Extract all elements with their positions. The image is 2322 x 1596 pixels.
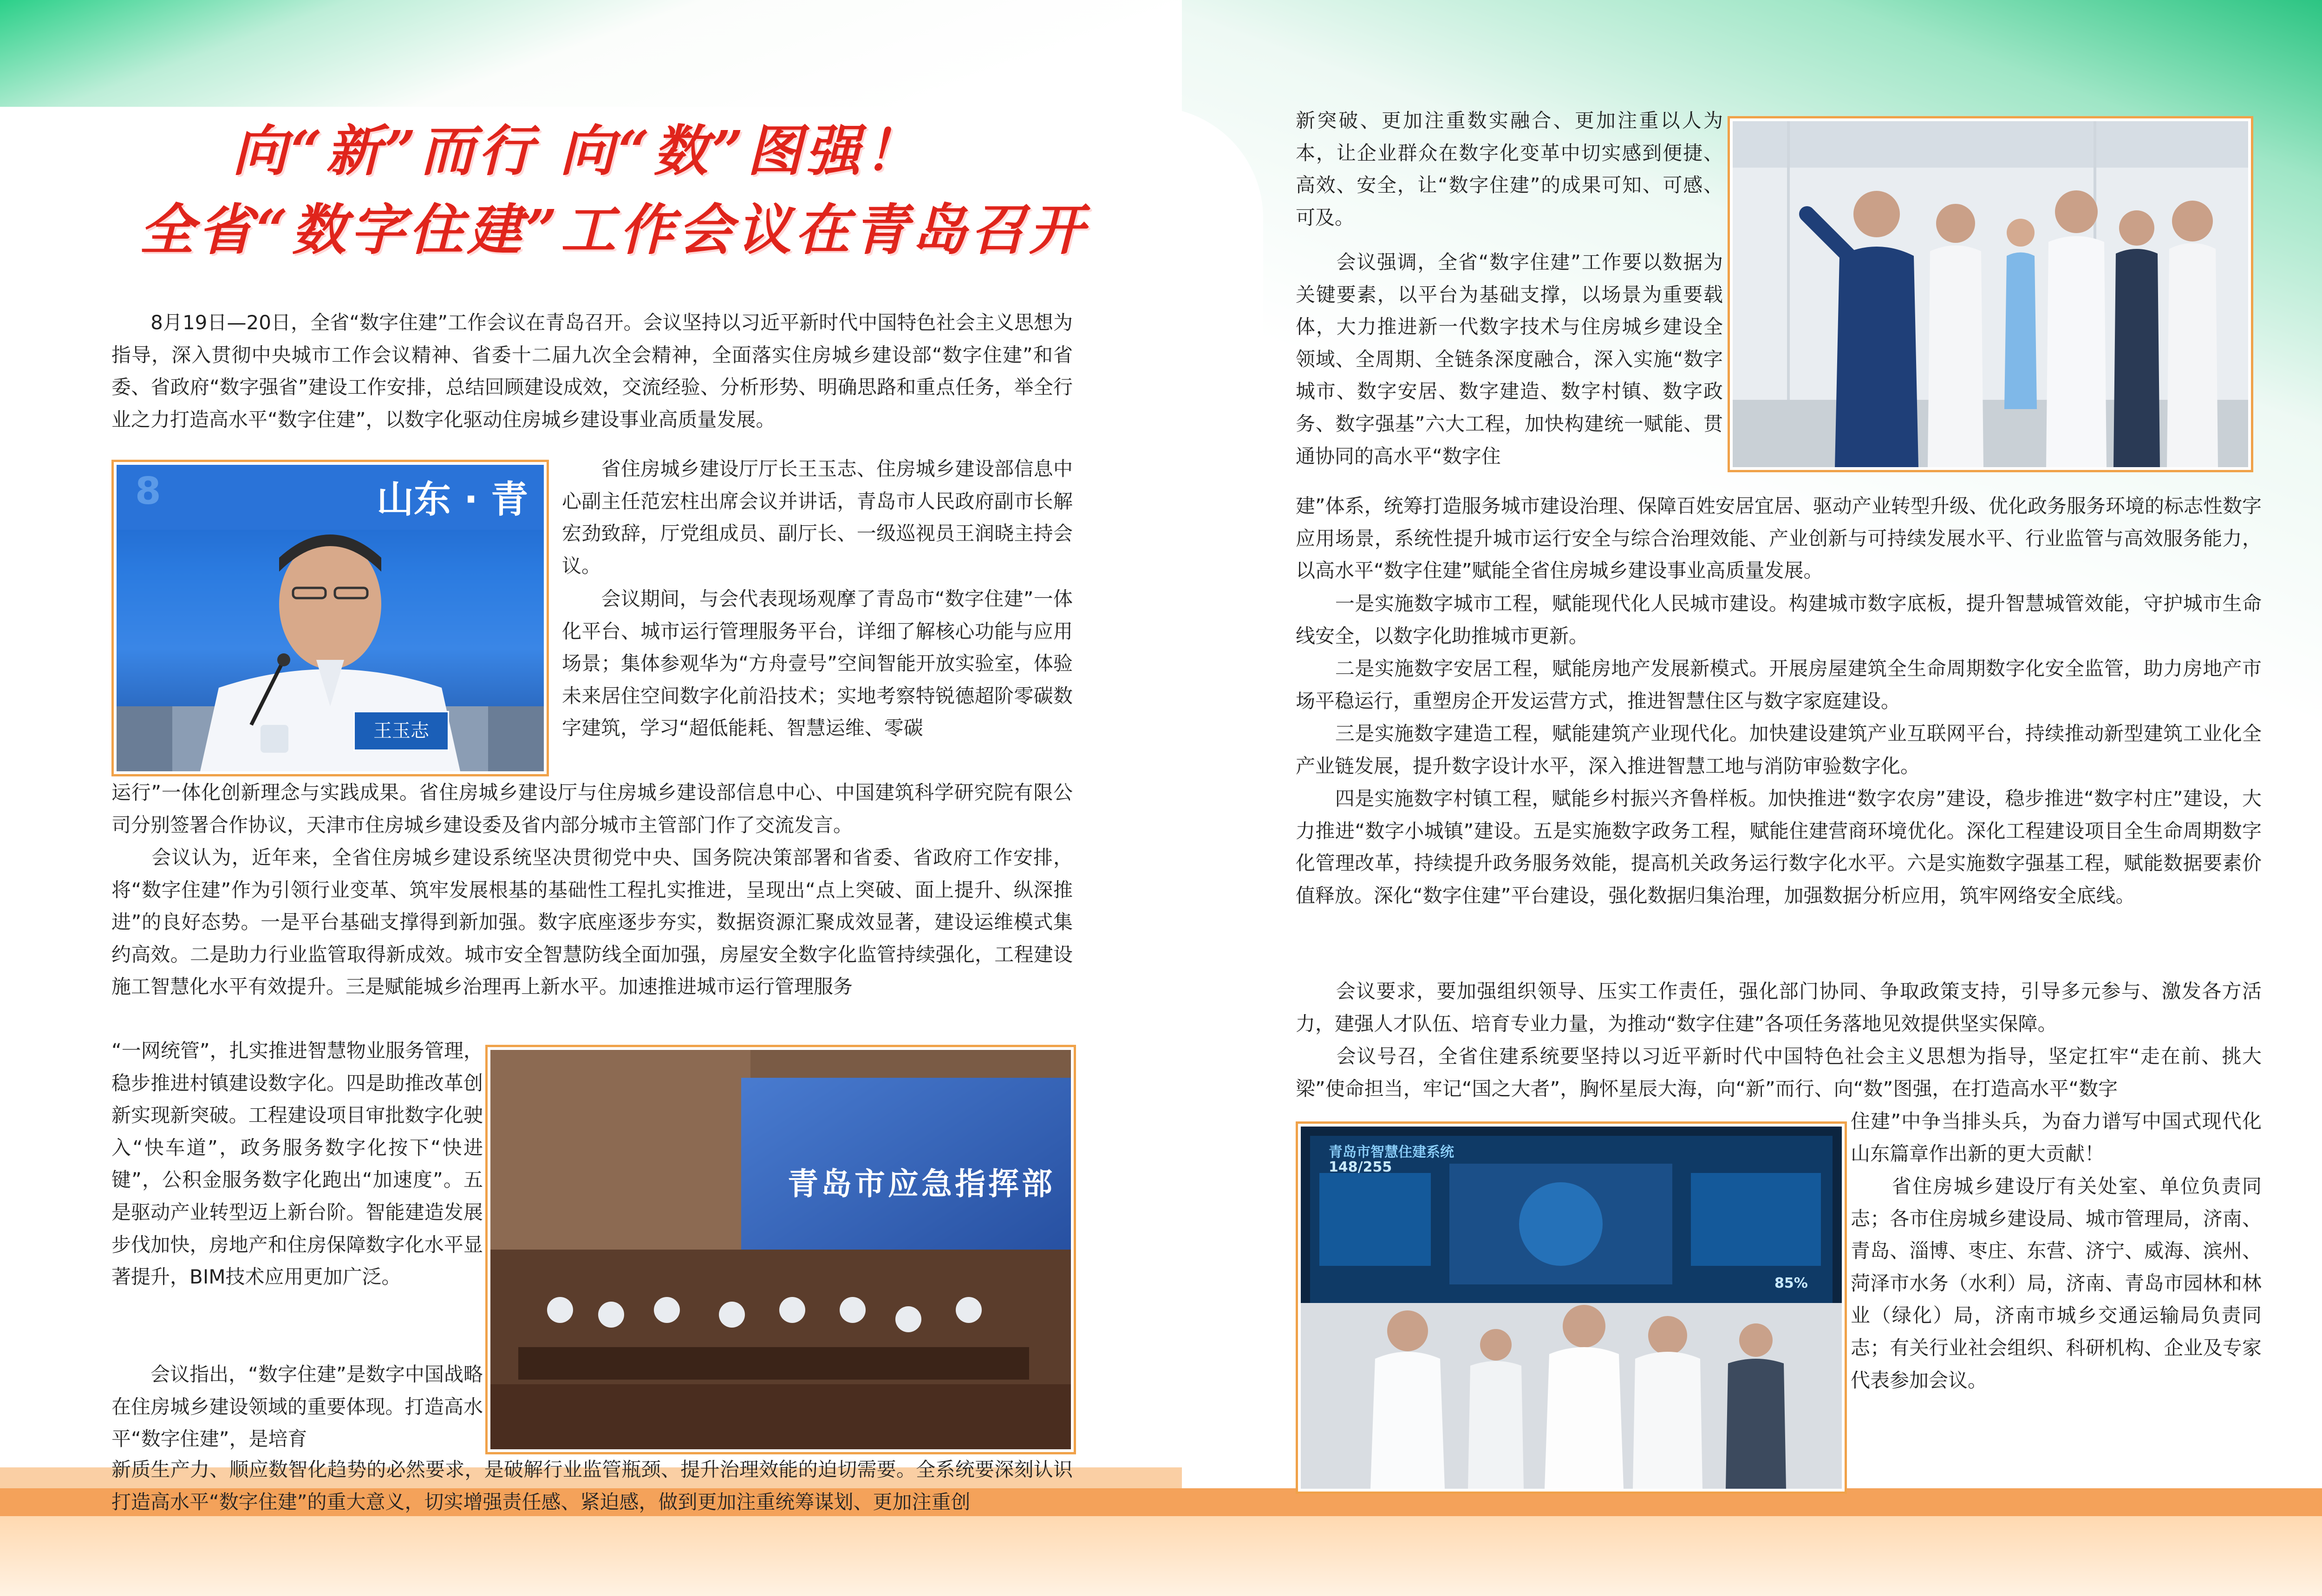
screen-stat-2: 85% bbox=[1774, 1275, 1808, 1291]
right-paragraph-2a: 会议强调，全省“数字住建”工作要以数据为关键要素，以平台为基础支撑，以场景为重要载体，大力推进新一代数字技术与住房城乡建设全领域、全周期、全链条深度融合，深入实施“数字城市、数字安居、数字建造、数字村镇、数字政务、数字强基”六大工程，加快构建统一赋能、贯通协同的高水平“数字住 bbox=[1296, 251, 1723, 468]
wall-sign: 青岛市应急指挥部 bbox=[788, 1166, 1055, 1202]
left-paragraph-4b: “一网统管”，扎实推进智慧物业服务管理，稳步推进村镇建设数字化。四是助推改革创新实现新突破。工程建设项目审批数字化驶入“快车道”，政务服务数字化按下“快进键”，公积金服务数字化跑出“加速度”。五是驱动产业转型迈上新台阶。智能建造发展步伐加快，房地产和住房保障数字化水平显著提升，BIM技术应用更加广泛。 bbox=[111, 1039, 483, 1289]
backdrop-number: 8 bbox=[135, 469, 161, 513]
backdrop-text: 山东 · 青 bbox=[377, 478, 528, 521]
right-paragraph-8a: 会议号召，全省住建系统要坚持以习近平新时代中国特色社会主义思想为指导，坚定扛牢“走在前、挑大梁”使命担当，牢记“国之大者”，胸怀星辰大海，向“新”而行、向“数”图强，在打造高水平“数字 bbox=[1296, 1045, 2262, 1100]
right-paragraph-4: 二是实施数字安居工程，赋能房地产发展新模式。开展房屋建筑全生命周期数字化安全监管，助力房地产市场平稳运行，重塑房企开发运营方式，推进智慧住区与数字家庭建设。 bbox=[1296, 657, 2262, 712]
footer-band-gradient bbox=[0, 1516, 2322, 1596]
meeting-photo bbox=[488, 1047, 1074, 1452]
screen-title: 青岛市智慧住建系统 bbox=[1329, 1144, 1454, 1160]
left-paragraph-3b: 运行”一体化创新理念与实践成果。省住房城乡建设厅与住房城乡建设部信息中心、中国建筑科学研究院有限公司分别签署合作协议，天津市住房城乡建设委及省内部分城市主管部门作了交流发言。 bbox=[111, 781, 1073, 836]
right-paragraph-9: 省住房城乡建设厅有关处室、单位负责同志；各市住房城乡建设局、城市管理局，济南、青岛、淄博、枣庄、东营、济宁、威海、滨州、菏泽市水务（水利）局，济南、青岛市园林和林业（绿化）局，济南市城乡交通运输局负责同志；有关行业社会组织、科研机构、企业及专家代表参加会议。 bbox=[1851, 1175, 2262, 1392]
meeting-illustration bbox=[490, 1050, 1071, 1449]
right-paragraph-3: 一是实施数字城市工程，赋能现代化人民城市建设。构建城市数字底板，提升智慧城管效能，守护城市生命线安全，以数字化助推城市更新。 bbox=[1296, 592, 2262, 647]
right-paragraph-2b: 建”体系，统筹打造服务城市建设治理、保障百姓安居宜居、驱动产业转型升级、优化政务服务环境的标志性数字应用场景，系统性提升城市运行安全与综合治理效能、产业创新与可持续发展水平、行业监管与高效服务能力，以高水平“数字住建”赋能全省住房城乡建设事业高质量发展。 bbox=[1296, 495, 2262, 582]
left-paragraph-2: 省住房城乡建设厅厅长王玉志、住房城乡建设部信息中心副主任范宏柱出席会议并讲话，青岛市人民政府副市长解宏劲致辞，厅党组成员、副厅长、一级巡视员王润晓主持会议。 bbox=[562, 457, 1073, 577]
screen-stat-1: 148/255 bbox=[1329, 1159, 1392, 1175]
tour-illustration bbox=[1733, 121, 2248, 467]
tour-photo bbox=[1730, 118, 2251, 470]
headline-line-1: 向“新”而行 向“数”图强！ bbox=[232, 118, 923, 183]
headline-line-2: 全省“数字住建”工作会议在青岛召开 bbox=[139, 197, 1088, 262]
dashboard-illustration bbox=[1301, 1127, 1842, 1489]
left-paragraph-1: 8月19日—20日，全省“数字住建”工作会议在青岛召开。会议坚持以习近平新时代中国特色社会主义思想为指导，深入贯彻中央城市工作会议精神、省委十二届九次全会精神，全面落实住房城乡建设部“数字住建”和省委、省政府“数字强省”建设工作安排，总结回顾建设成效，交流经验、分析形势、明确思路和重点任务，举全行业之力打造高水平“数字住建”，以数字化驱动住房城乡建设事业高质量发展。 bbox=[111, 311, 1073, 431]
dashboard-photo bbox=[1298, 1124, 1845, 1492]
right-paragraph-1: 新突破、更加注重数实融合、更加注重以人为本，让企业群众在数字化变革中切实感到便捷、高效、安全，让“数字住建”的成果可知、可感、可及。 bbox=[1296, 109, 1723, 229]
speaker-photo bbox=[114, 462, 547, 774]
right-paragraph-8b: 住建”中争当排头兵，为奋力谱写中国式现代化山东篇章作出新的更大贡献！ bbox=[1851, 1110, 2262, 1165]
left-paragraph-5b: 新质生产力、顺应数智化趋势的必然要求，是破解行业监管瓶颈、提升治理效能的迫切需要。全系统要深刻认识打造高水平“数字住建”的重大意义，切实增强责任感、紧迫感，做到更加注重统筹谋划、更加注重创 bbox=[111, 1458, 1073, 1513]
right-paragraph-7: 会议要求，要加强组织领导、压实工作责任，强化部门协同、争取政策支持，引导多元参与、激发各方活力，建强人才队伍、培育专业力量，为推动“数字住建”各项任务落地见效提供坚实保障。 bbox=[1296, 980, 2262, 1035]
left-paragraph-3a: 会议期间，与会代表现场观摩了青岛市“数字住建”一体化平台、城市运行管理服务平台，详细了解核心功能与应用场景；集体参观华为“方舟壹号”空间智能开放实验室，体验未来居住空间数字化前沿技术；实地考察特锐德超阶零碳数字建筑，学习“超低能耗、智慧运维、零碳 bbox=[562, 587, 1073, 740]
left-paragraph-4a: 会议认为，近年来，全省住房城乡建设系统坚决贯彻党中央、国务院决策部署和省委、省政府工作安排，将“数字住建”作为引领行业变革、筑牢发展根基的基础性工程扎实推进，呈现出“点上突破、面上提升、纵深推进”的良好态势。一是平台基础支撑得到新加强。数字底座逐步夯实，数据资源汇聚成效显著，建设运维模式集约高效。二是助力行业监管取得新成效。城市安全智慧防线全面加强，房屋安全数字化监管持续强化，工程建设施工智慧化水平有效提升。三是赋能城乡治理再上新水平。加速推进城市运行管理服务 bbox=[111, 846, 1073, 998]
right-paragraph-6: 四是实施数字村镇工程，赋能乡村振兴齐鲁样板。加快推进“数字农房”建设，稳步推进“数字村庄”建设，大力推进“数字小城镇”建设。五是实施数字政务工程，赋能住建营商环境优化。深化工程建设项目全生命周期数字化管理改革，持续提升政务服务效能，提高机关政务运行数字化水平。六是实施数字强基工程，赋能数据要素价值释放。深化“数字住建”平台建设，强化数据归集治理，加强数据分析应用，筑牢网络安全底线。 bbox=[1296, 787, 2262, 907]
right-paragraph-5: 三是实施数字建造工程，赋能建筑产业现代化。加快建设建筑产业互联网平台，持续推动新型建筑工业化全产业链发展，提升数字设计水平，深入推进智慧工地与消防审验数字化。 bbox=[1296, 722, 2262, 777]
nameplate: 王玉志 bbox=[353, 711, 449, 751]
left-paragraph-5a: 会议指出，“数字住建”是数字中国战略在住房城乡建设领域的重要体现。打造高水平“数字住建”，是培育 bbox=[111, 1363, 483, 1451]
